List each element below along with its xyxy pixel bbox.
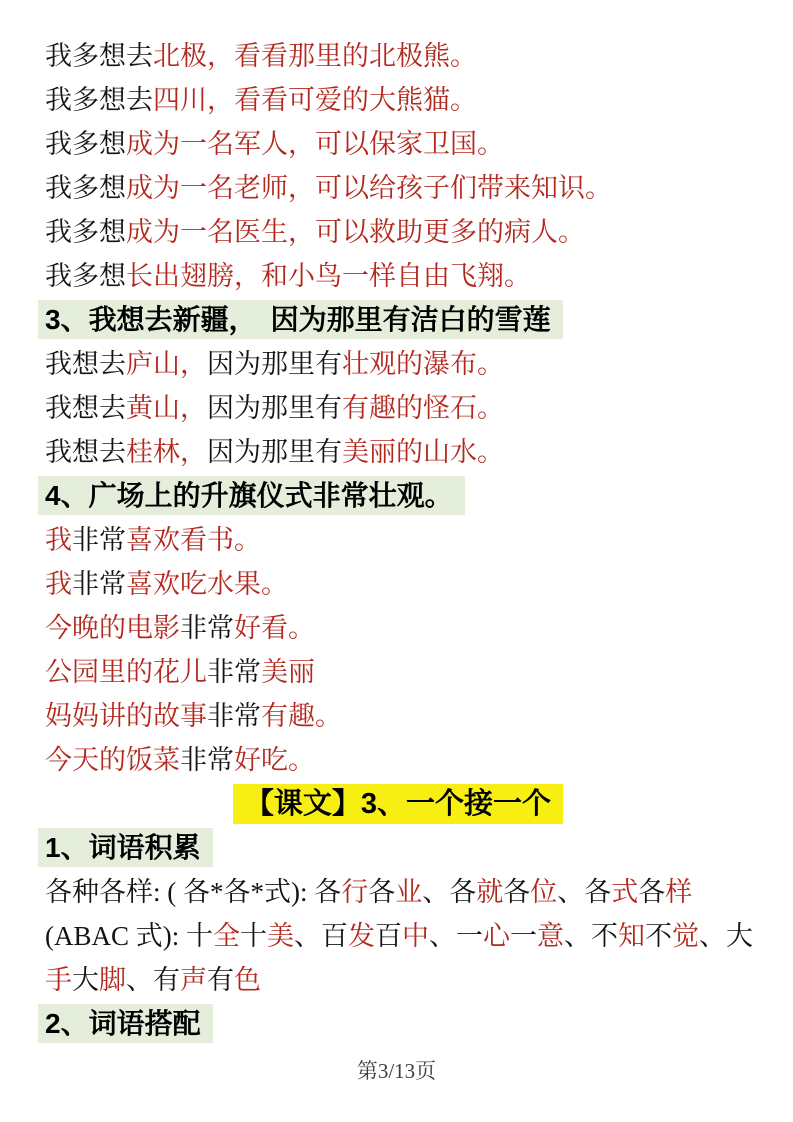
text-segment: 大 [72,965,99,995]
text-line [45,694,751,738]
section-heading [45,298,751,342]
text-segment: 一 [510,921,537,951]
text-segment: 式 [611,877,639,907]
text-segment: 我想去 [45,349,126,379]
text-segment: 今天的饭菜 [45,745,180,775]
text-line [45,254,751,298]
text-segment: 非常 [72,569,126,599]
heading-highlight [38,476,465,515]
section-heading [45,474,751,518]
text-segment: 美丽 [261,657,315,687]
text-segment: 百 [375,921,402,951]
text-line [45,34,751,78]
text-segment: 中 [402,921,429,951]
text-segment: 脚 [99,965,126,995]
text-segment: 我多想 [45,129,126,159]
page-footer [0,1055,793,1085]
text-segment: 、有 [126,965,180,995]
page-number: 第3/13页 [356,1059,437,1083]
text-segment: 各种各样: ( 各*各*式): 各 [45,877,342,907]
text-segment: 壮观的瀑布。 [342,349,504,379]
text-segment: 心 [483,921,510,951]
text-segment: 业 [395,877,423,907]
text-line [45,562,751,606]
text-segment: 、大 [699,921,753,951]
text-segment: 、各 [422,877,477,907]
text-segment: 好吃。 [234,745,315,775]
text-segment: 4、广场上的升旗仪式非常壮观。 [45,480,453,511]
text-segment: 位 [530,877,558,907]
text-segment: 美 [267,921,294,951]
text-segment: 意 [537,921,564,951]
text-segment: 因为那里有 [207,393,342,423]
text-segment: 好看。 [234,613,315,643]
text-segment: 非常 [207,657,261,687]
heading-highlight [38,1004,213,1043]
text-segment: 、各 [557,877,612,907]
text-segment: 美丽的山水。 [342,437,504,467]
text-segment: 非常 [72,525,126,555]
text-segment: 觉 [672,921,699,951]
section-heading [45,826,751,870]
text-segment: 我多想 [45,217,126,247]
text-line [45,518,751,562]
text-segment: 1、词语积累 [45,832,201,863]
text-segment: 2、词语搭配 [45,1008,201,1039]
text-segment: 今晚的电影 [45,613,180,643]
text-segment: 我 [45,569,72,599]
text-segment: 各 [368,877,396,907]
text-segment: 、不 [564,921,618,951]
section-heading [45,1002,751,1046]
text-line [45,958,751,1002]
text-segment: 长出翅膀，和小鸟一样自由飞翔。 [126,261,531,291]
text-segment: 因为那里有 [207,349,342,379]
text-line [45,342,751,386]
text-segment: 公园里的花儿 [45,657,207,687]
text-line [45,122,751,166]
text-segment: 我多想 [45,261,126,291]
heading-highlight [38,828,213,867]
text-segment: 有趣。 [261,701,342,731]
text-segment: 庐山， [126,349,207,379]
text-segment: 全 [213,921,240,951]
text-segment: 【课文】3、一个接一个 [244,788,552,820]
text-segment: 有 [207,965,234,995]
lesson-title [45,782,751,826]
text-line [45,650,751,694]
text-segment: 十 [240,921,267,951]
text-segment: 发 [348,921,375,951]
text-segment: 喜欢吃水果。 [126,569,288,599]
text-line [45,870,751,914]
heading-highlight [38,300,563,339]
text-segment: 我 [45,525,72,555]
text-segment: 非常 [180,613,234,643]
text-segment: 妈妈讲的故事 [45,701,207,731]
text-segment: 我多想去 [45,41,153,71]
text-segment: 我想去 [45,437,126,467]
text-segment: 成为一名医生，可以救助更多的病人。 [126,217,585,247]
text-line [45,606,751,650]
text-segment: 四川，看看可爱的大熊猫。 [153,85,477,115]
text-segment: 我多想 [45,173,126,203]
text-line [45,430,751,474]
text-segment: 就 [476,877,504,907]
text-segment: 各 [638,877,666,907]
text-segment: 黄山， [126,393,207,423]
text-segment: 北极，看看那里的北极熊。 [153,41,477,71]
text-segment: 声 [180,965,207,995]
text-line [45,166,751,210]
text-line [45,914,751,958]
text-segment: 行 [341,877,369,907]
text-segment: 色 [234,965,261,995]
text-segment: 不 [645,921,672,951]
text-segment: 我想去 [45,393,126,423]
text-line [45,210,751,254]
title-highlight [233,784,563,824]
text-segment: 有趣的怪石。 [342,393,504,423]
text-segment: 因为那里有 [207,437,342,467]
text-segment: 桂林， [126,437,207,467]
text-segment: 喜欢看书。 [126,525,261,555]
text-segment: 各 [503,877,531,907]
text-line [45,78,751,122]
text-segment: 成为一名老师，可以给孩子们带来知识。 [126,173,612,203]
text-segment: 样 [665,877,693,907]
text-segment: 知 [618,921,645,951]
text-segment: 手 [45,965,72,995]
text-segment: 非常 [180,745,234,775]
text-line [45,386,751,430]
text-segment: 非常 [207,701,261,731]
text-segment: 、一 [429,921,483,951]
text-segment: 3、我想去新疆， 因为那里有洁白的雪莲 [45,304,551,335]
text-segment: 、百 [294,921,348,951]
text-line [45,738,751,782]
text-segment: 成为一名军人，可以保家卫国。 [126,129,504,159]
document-content [45,34,751,1046]
text-segment: 我多想去 [45,85,153,115]
text-segment: (ABAC 式): 十 [45,921,213,951]
